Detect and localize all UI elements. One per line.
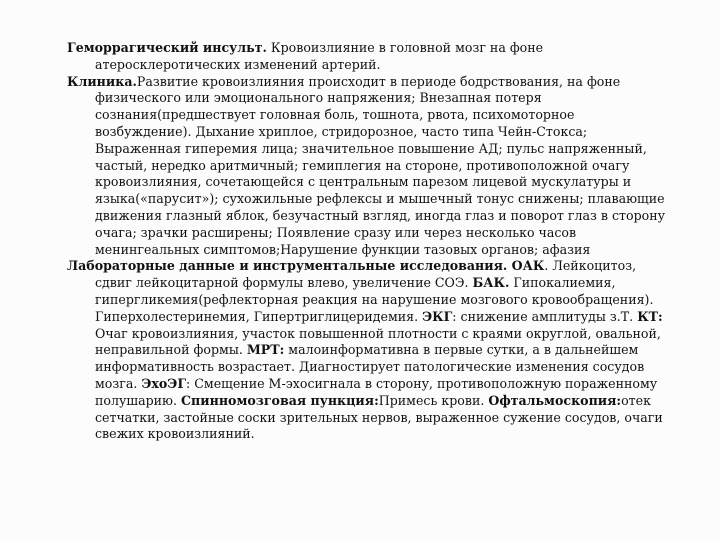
- bak-text: Гипокалиемия, гипергликемия(рефлекторная реакция на нарушение мозгового кровообращения). Гиперхолестеринемия, Гипертриглицеридемия.: [95, 275, 654, 324]
- heading-ophthalmoscopy: Офтальмоскопия:: [488, 392, 622, 408]
- heading-echoeg: ЭхоЭГ: [141, 375, 187, 391]
- ekg-text: : снижение амплитуды з.Т.: [452, 308, 638, 324]
- paragraph-definition: [67, 40, 667, 74]
- heading-lab-data: Лабораторные данные и инструментальные исследования. ОАК: [67, 258, 545, 274]
- heading-kt: КТ:: [637, 308, 663, 324]
- paragraph-lab-data: [67, 258, 667, 443]
- heading-ekg: ЭКГ: [422, 308, 453, 324]
- heading-bak: БАК.: [472, 275, 510, 291]
- heading-lumbar-puncture: Спинномозговая пункция:: [181, 392, 379, 408]
- heading-clinic: Клиника.: [67, 73, 137, 89]
- oak-text: . Лейкоцитоз, сдвиг лейкоцитарной формулы влево, увеличение СОЭ.: [95, 258, 637, 291]
- echoeg-text: : Смещение М-эхосигнала в сторону, противоположную пораженному полушарию.: [95, 375, 658, 408]
- heading-mrt: МРТ:: [246, 342, 285, 358]
- lumbar-puncture-text: Примесь крови.: [378, 392, 489, 408]
- definition-text: Кровоизлияние в головной мозг на фоне атеросклеротических изменений артерий.: [95, 40, 544, 72]
- heading-hemorrhagic-stroke: Геморрагический инсульт.: [67, 40, 267, 55]
- paragraph-clinic: [67, 74, 667, 259]
- slide-body: [67, 40, 667, 443]
- kt-text: Очаг кровоизлияния, участок повышенной плотности с краями округлой, овальной, неправильной формы.: [95, 325, 661, 358]
- mrt-text: малоинформативна в первые сутки, а в дальнейшем информативность возрастает. Диагностирует патологические изменения сосудов мозга.: [95, 342, 645, 391]
- clinic-text: Развитие кровоизлияния происходит в периоде бодрствования, на фоне физического или эмоционального напряжения; Внезапная потеря сознания(предшествует головная боль, тошнота, рвота, психомоторное возбуждение). Дыхание хриплое, стридорозное, часто типа Чейн-Стокса; Выраженная гиперемия лица; значительное повышение АД; пульс напряженный, частый, нередко аритмичный; гемиплегия на стороне, противоположной очагу кровоизлияния, сочетающейся с центральным парезом лицевой мускулатуры и языка(«парусит»); сухожильные рефлексы и мышечный тонус снижены; плавающие движения глазный яблок, безучастный взгляд, иногда глаз и поворот глаз в сторону очага; зрачки расширены; Появление сразу или через несколько часов менингеальных симптомов;Нарушение функции тазовых органов; афазия: [95, 73, 666, 257]
- ophthalmoscopy-text: отек сетчатки, застойные соски зрительных нервов, выраженное сужение сосудов, очаги свежих кровоизлияний.: [95, 392, 663, 442]
